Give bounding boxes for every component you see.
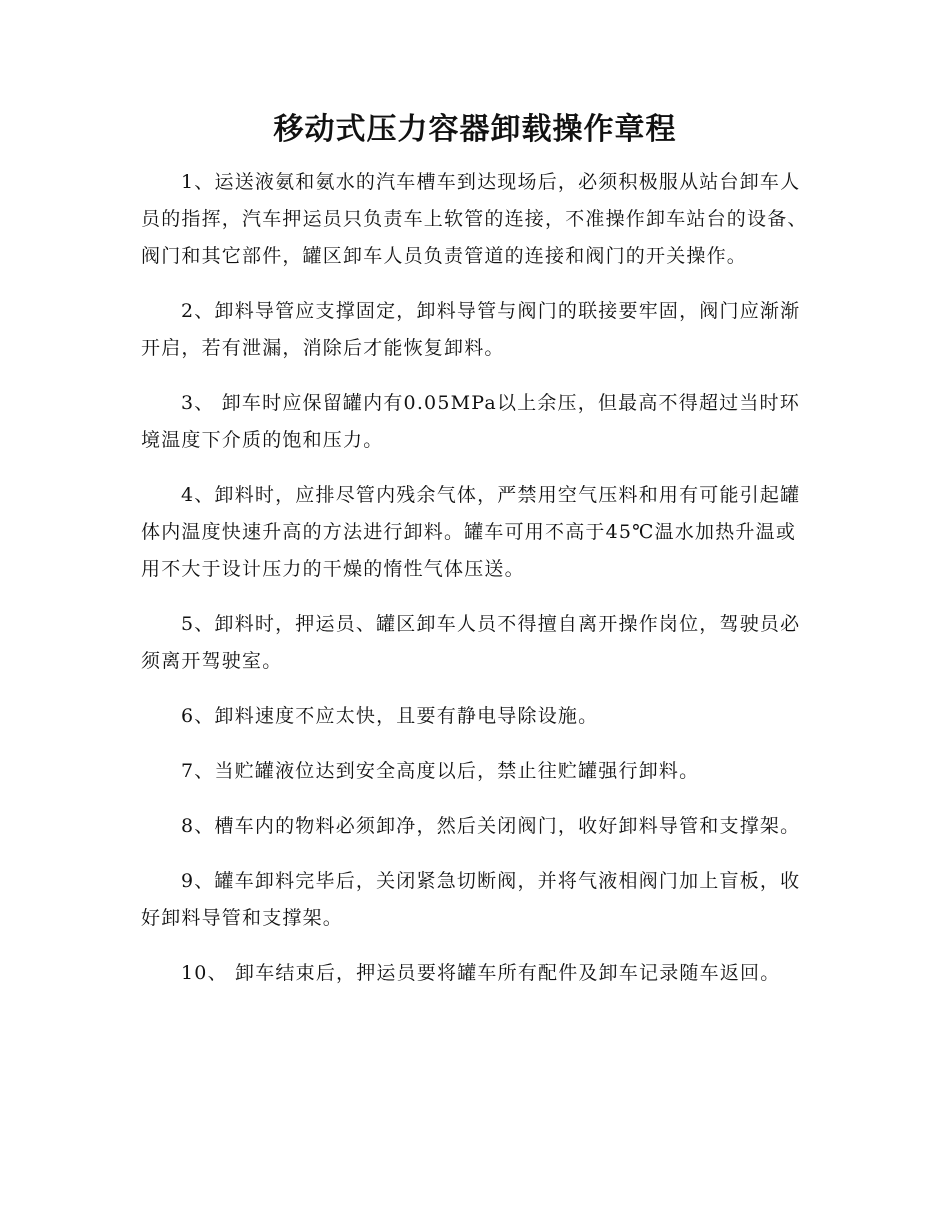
paragraph-5: 5、卸料时，押运员、罐区卸车人员不得擅自离开操作岗位，驾驶员必须离开驾驶室。 xyxy=(141,613,801,672)
paragraph-10: 10、 卸车结束后，押运员要将罐车所有配件及卸车记录随车返回。 xyxy=(181,962,781,984)
paragraph-7: 7、当贮罐液位达到安全高度以后，禁止往贮罐强行卸料。 xyxy=(181,760,700,782)
paragraph-1: 1、运送液氨和氨水的汽车槽车到达现场后，必须积极服从站台卸车人员的指挥，汽车押运员只负责车上软管的连接，不准操作卸车站台的设备、阀门和其它部件，罐区卸车人员负责管道的连接和阀门的开关操作。 xyxy=(141,171,808,267)
paragraph-9: 9、罐车卸料完毕后，关闭紧急切断阀，并将气液相阀门加上盲板，收好卸料导管和支撑架。 xyxy=(141,870,801,929)
paragraph-3: 3、 卸车时应保留罐内有0.05MPa以上余压，但最高不得超过当时环境温度下介质的饱和压力。 xyxy=(141,392,800,451)
paragraph-8: 8、槽车内的物料必须卸净，然后关闭阀门，收好卸料导管和支撑架。 xyxy=(181,815,801,837)
document-body xyxy=(141,164,809,1010)
document-title: 移动式压力容器卸载操作章程 xyxy=(273,112,677,147)
paragraph-6: 6、卸料速度不应太快，且要有静电导除设施。 xyxy=(181,705,599,727)
paragraph-4: 4、卸料时，应排尽管内残余气体，严禁用空气压料和用有可能引起罐体内温度快速升高的方法进行卸料。罐车可用不高于45℃温水加热升温或用不大于设计压力的干燥的惰性气体压送。 xyxy=(141,484,801,580)
paragraph-2: 2、卸料导管应支撑固定，卸料导管与阀门的联接要牢固，阀门应渐渐开启，若有泄漏，消除后才能恢复卸料。 xyxy=(141,300,801,359)
